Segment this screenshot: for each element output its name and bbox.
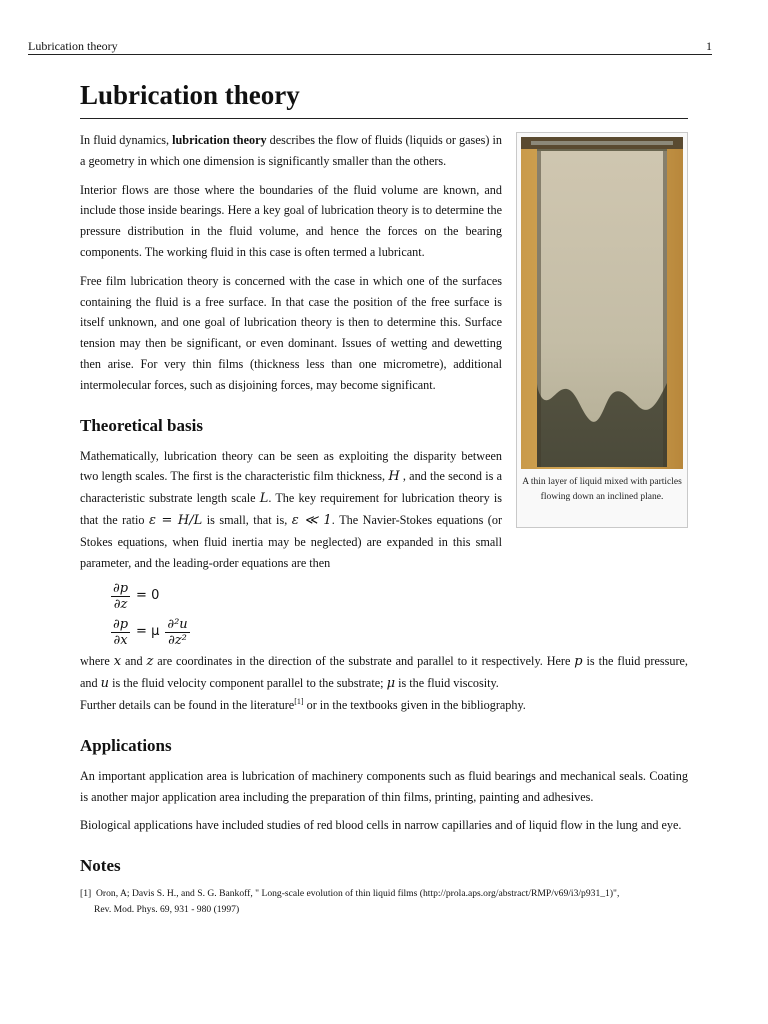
intro-paragraph-3: Free film lubrication theory is concerned with the case in which one of the surfaces containing the fluid is a free surface. In that case the position of the free surface is itself unknown, and one goal of lubrication theory is then to determine this. Surface tension may then be significant, or even dominant. Issues of wetting and dewetting then arise. For very thin films (thickness less than one micrometre), additional intermolecular forces, such as disjoining forces, may become significant.: [80, 273, 502, 392]
liquid-film: [537, 151, 667, 422]
intro-paragraph-2: Interior flows are those where the boundaries of the fluid volume are known, and include those inside bearings. Here a key goal of lubrication theory is to determine the pressure distribution in the fluid volume, and hence the forces on the bearing components. The working fluid in this case is often termed a lubricant.: [80, 182, 502, 259]
note-continuation: Rev. Mod. Phys. 69, 931 - 980 (1997): [94, 904, 240, 916]
figure: [516, 132, 688, 528]
page-number: 1: [706, 39, 712, 53]
article-body: [80, 130, 688, 918]
variables-paragraph: where x and z are coordinates in the direction of the substrate and parallel to it respectively. Here p is the fluid pressure, and u is the fluid velocity component parallel to the substrate; μ is the fluid viscosity.: [80, 654, 688, 692]
citation-link[interactable]: [1]: [294, 696, 304, 706]
note-label: [1]: [80, 888, 92, 900]
intro-paragraph-1: In fluid dynamics, lubrication theory describes the flow of fluids (liquids or gases) in a geometry in which one dimension is significantly smaller than the others.: [80, 133, 502, 168]
further-details-paragraph: Further details can be found in the literature[1] or in the textbooks given in the bibliography.: [80, 696, 526, 712]
equation-2: $\frac{\partial p}{\partial x}$ = μ $\frac{\text{∂²u}}{\text{∂z²}}$: [113, 617, 188, 649]
notes-list: [80, 886, 688, 918]
running-title: Lubrication theory: [28, 39, 118, 53]
theory-paragraph: Mathematically, lubrication theory can be seen as exploiting the disparity between two length scales. The first is the characteristic film thickness, H , and the second is a characteristic substrate length scale L. The key requirement for lubrication theory is that the ratio ε = H/L is small, that is, ε ≪ 1. The Navier-Stokes equations (or Stokes equations, when fluid inertia may be neglected) are expanded in this small parameter, and the leading-order equations are then: [80, 448, 503, 570]
note-item: [80, 886, 688, 918]
equations: [108, 581, 688, 651]
figure-caption: A thin layer of liquid mixed with particles flowing down an inclined plane.: [522, 477, 682, 502]
section-heading-theoretical-basis: Theoretical basis: [80, 415, 203, 435]
lead-term: lubrication theory: [172, 133, 267, 147]
applications-paragraph-2: Biological applications have included studies of red blood cells in narrow capillaries and of liquid flow in the lung and eye.: [80, 818, 682, 833]
applications-paragraph-1: An important application area is lubrication of machinery components such as fluid bearings and mechanical seals. Coating is another major application area including the preparation of thin films, printing, painting and adhesives.: [80, 768, 688, 804]
section-heading-applications: Applications: [80, 735, 172, 755]
symbol-H: H: [388, 469, 400, 485]
equation-1: $\frac{\partial p}{\partial z}$ = 0: [113, 581, 160, 613]
small-parameter-formula: ε ≪ 1: [291, 512, 332, 528]
symbol-L: L: [259, 491, 269, 507]
note-reference-link[interactable]: Oron, A; Davis S. H., and S. G. Bankoff, " Long-scale evolution of thin liquid films (http://prola.aps.org/abstract/RMP/v69/i3/p931_1)",: [95, 888, 620, 900]
section-heading-notes: Notes: [80, 856, 121, 876]
running-header: [28, 36, 712, 55]
page-title: Lubrication theory: [80, 76, 688, 119]
ratio-formula: ε = H/L: [148, 512, 203, 528]
figure-image: [521, 137, 683, 469]
